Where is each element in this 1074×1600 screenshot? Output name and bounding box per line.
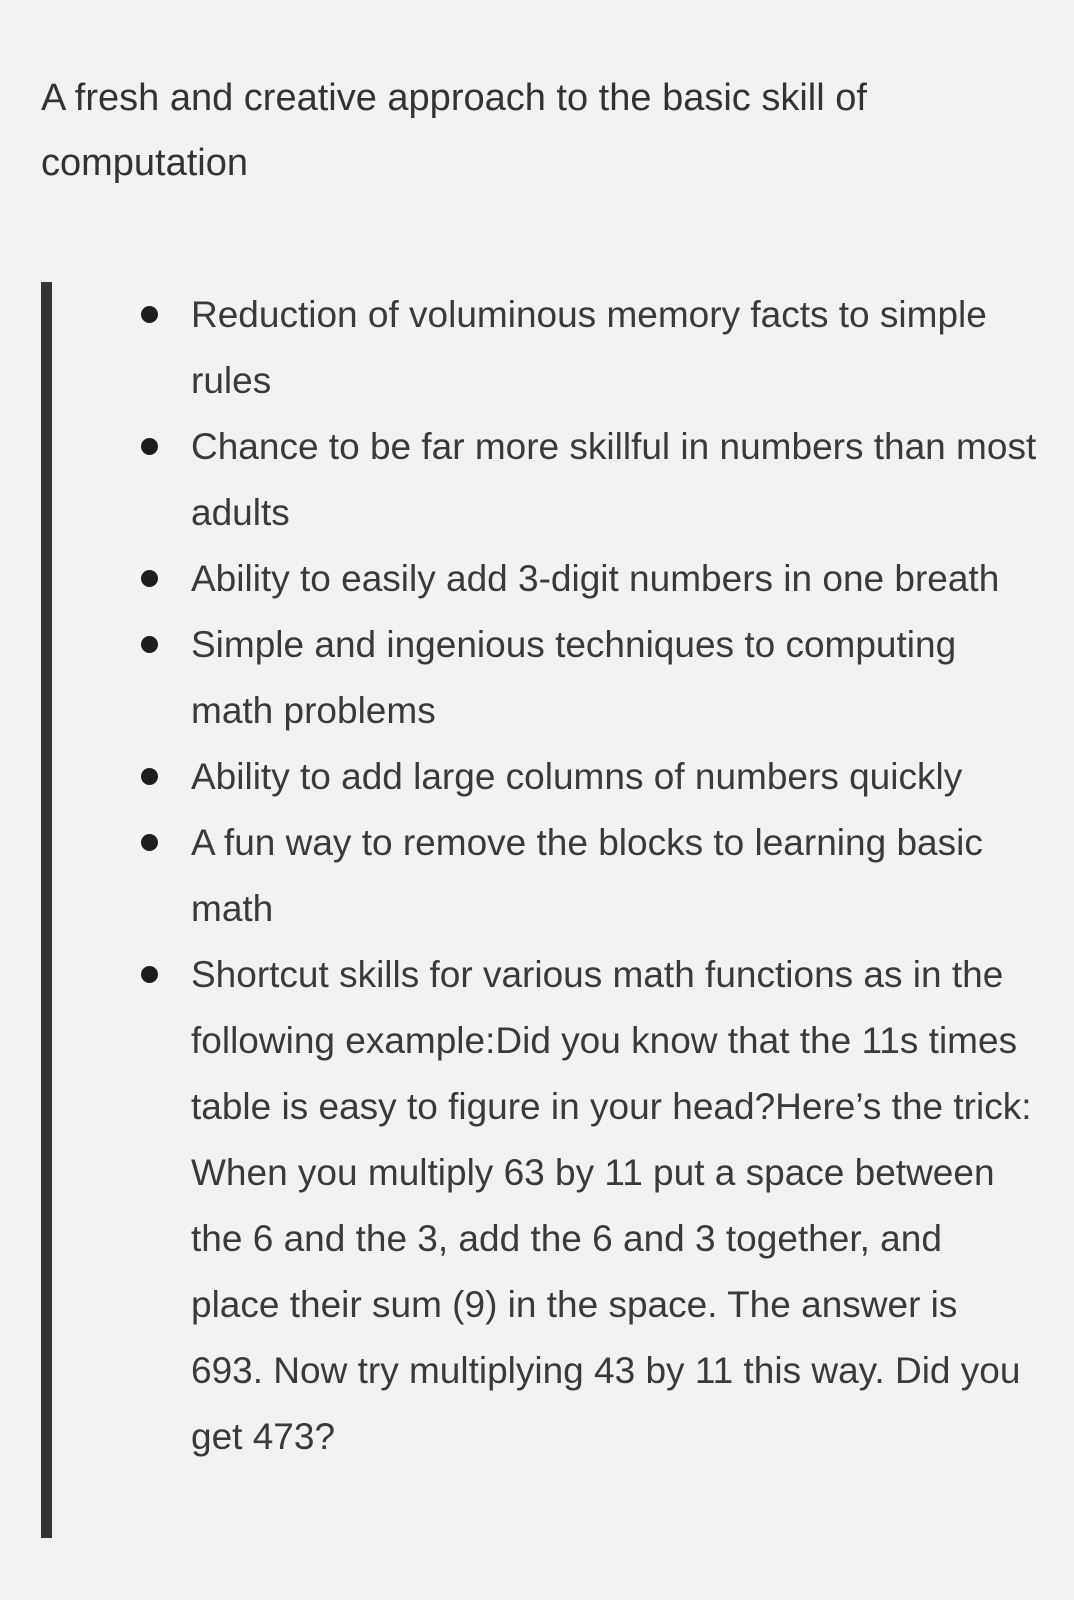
bullet-icon — [141, 570, 158, 587]
list-item-text: Ability to easily add 3-digit numbers in one breath — [191, 558, 1000, 599]
benefits-list — [149, 282, 1039, 1470]
list-item-text: Shortcut skills for various math functions as in the following example:Did you know that the 11s times table is easy to figure in your head?Here’s the trick: When you multiply 63 by 11 put a space between the 6 and the 3, add the 6 and 3 together, and place their sum (9) in the space. The answer is 693. Now try multiplying 43 by 11 this way. Did you get 473? — [191, 954, 1032, 1457]
list-item — [149, 612, 1039, 744]
bullet-icon — [141, 636, 158, 653]
list-item-text: A fun way to remove the blocks to learning basic math — [191, 822, 983, 929]
list-item — [149, 546, 1039, 612]
bullet-icon — [141, 306, 158, 323]
list-item — [149, 942, 1039, 1470]
list-item-text: Ability to add large columns of numbers quickly — [191, 756, 963, 797]
list-item-text: Chance to be far more skillful in numbers than most adults — [191, 426, 1037, 533]
bullet-icon — [141, 438, 158, 455]
list-item — [149, 282, 1039, 414]
list-item-text: Simple and ingenious techniques to computing math problems — [191, 624, 957, 731]
list-item — [149, 414, 1039, 546]
list-item-text: Reduction of voluminous memory facts to simple rules — [191, 294, 987, 401]
list-item — [149, 744, 1039, 810]
list-item — [149, 810, 1039, 942]
bullet-icon — [141, 966, 158, 983]
bullet-icon — [141, 834, 158, 851]
bullet-icon — [141, 768, 158, 785]
section-heading: A fresh and creative approach to the basic skill of computation — [41, 77, 867, 184]
